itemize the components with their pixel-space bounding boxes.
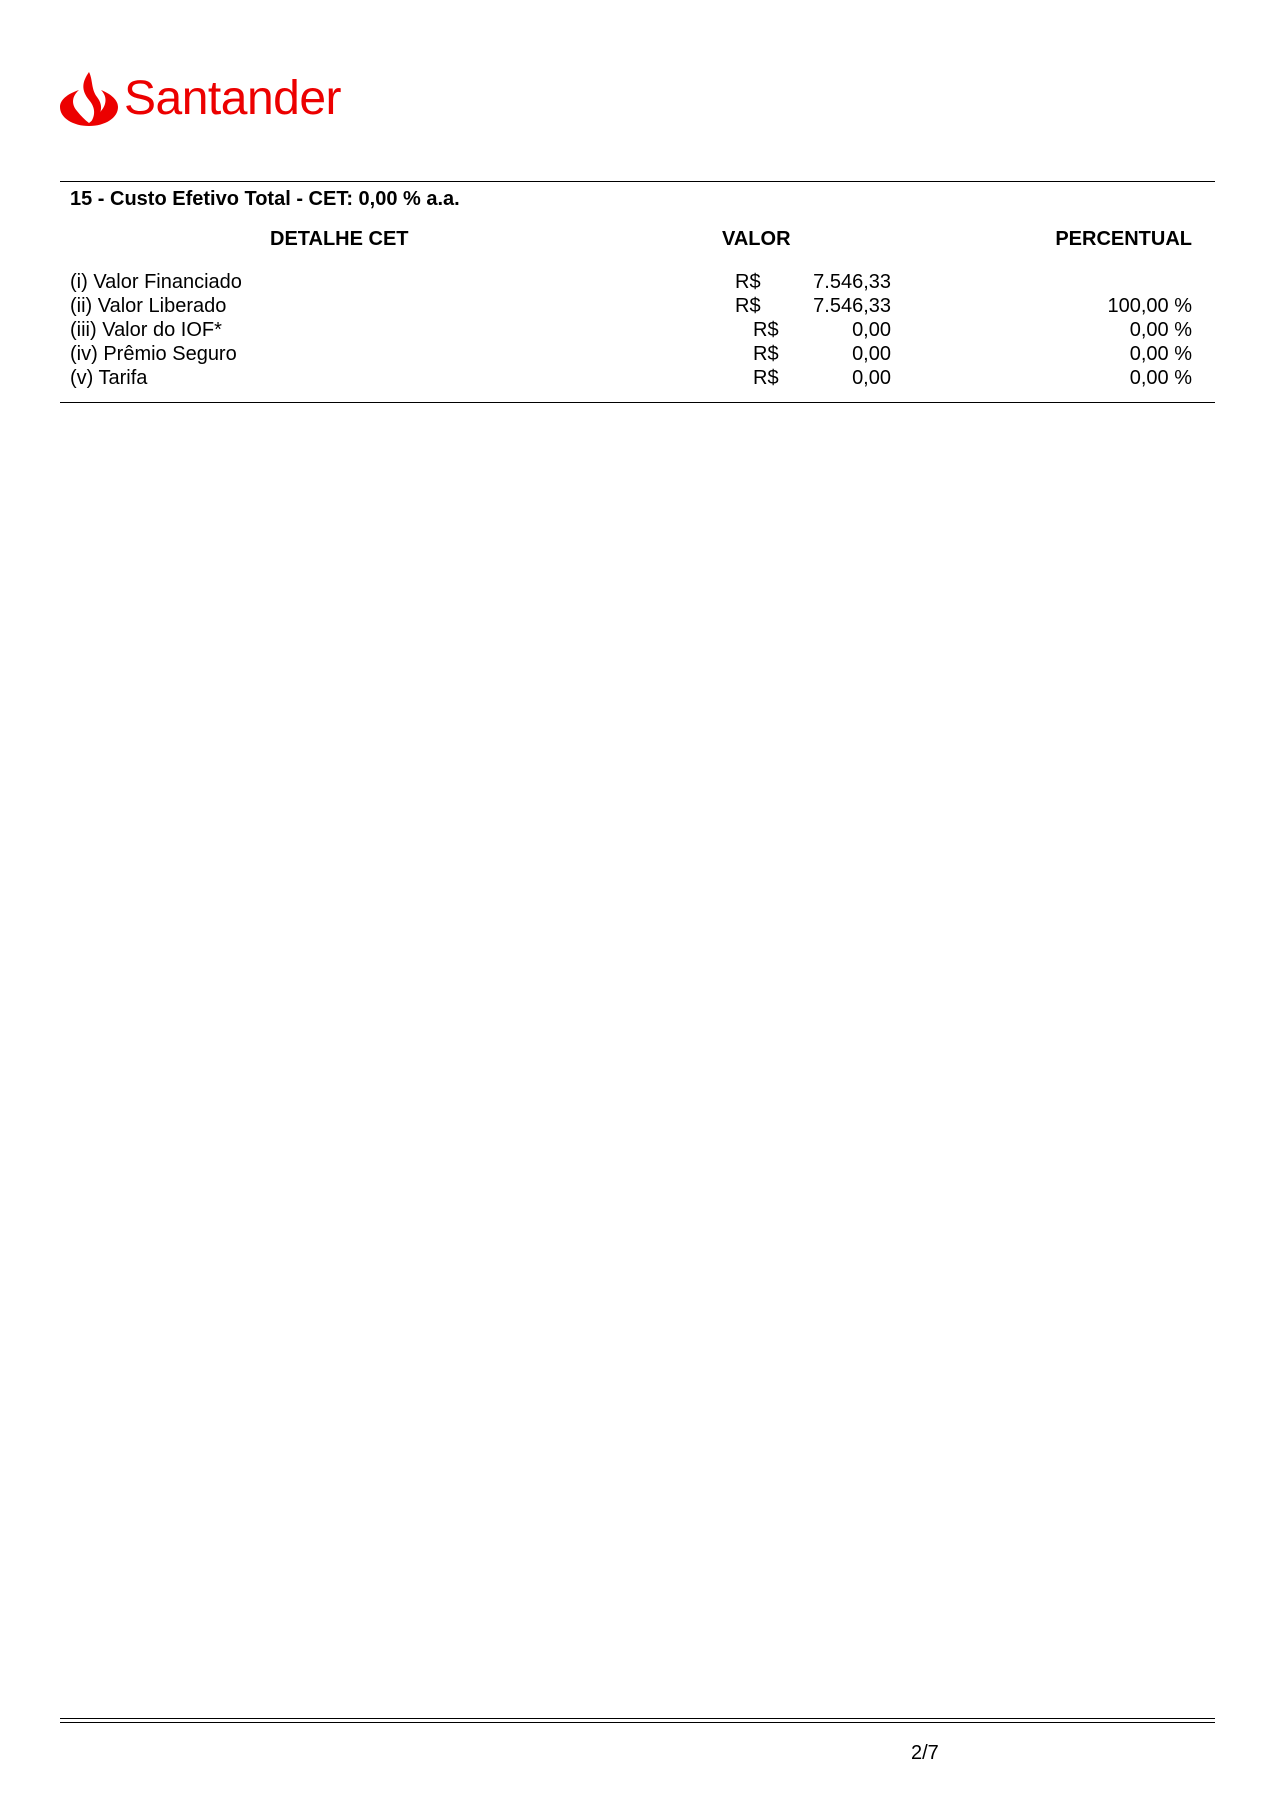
row-value: 0,00 — [852, 367, 891, 389]
footer-divider-top — [60, 1718, 1215, 1719]
table-bottom-divider — [60, 402, 1215, 403]
santander-flame-icon — [60, 70, 118, 128]
row-currency: R$ — [753, 343, 779, 365]
row-value: 7.546,33 — [813, 271, 891, 293]
header-value: VALOR — [722, 228, 791, 250]
brand-name: Santander — [124, 72, 342, 125]
santander-logo — [60, 68, 341, 130]
header-percent: PERCENTUAL — [1055, 228, 1192, 250]
row-currency: R$ — [735, 271, 761, 293]
table-row — [0, 342, 1271, 366]
table-row — [0, 318, 1271, 342]
row-percent: 0,00 % — [1129, 319, 1192, 341]
table-row — [0, 366, 1271, 390]
row-label: (iii) Valor do IOF* — [70, 319, 222, 341]
table-row — [0, 270, 1271, 294]
row-percent: 100,00 % — [1107, 295, 1192, 317]
table-row — [0, 294, 1271, 318]
row-currency: R$ — [753, 319, 779, 341]
row-label: (i) Valor Financiado — [70, 271, 242, 293]
row-label: (ii) Valor Liberado — [70, 295, 227, 317]
row-value: 7.546,33 — [813, 295, 891, 317]
page-number: 2/7 — [911, 1742, 939, 1764]
row-currency: R$ — [753, 367, 779, 389]
row-value: 0,00 — [852, 343, 891, 365]
section-title: 15 - Custo Efetivo Total - CET: 0,00 % a.a. — [70, 188, 460, 210]
row-currency: R$ — [735, 295, 761, 317]
row-value: 0,00 — [852, 319, 891, 341]
row-percent: 0,00 % — [1129, 343, 1192, 365]
top-divider — [60, 181, 1215, 182]
footer-divider-bottom — [60, 1722, 1215, 1723]
header-detail: DETALHE CET — [270, 228, 409, 250]
row-percent: 0,00 % — [1129, 367, 1192, 389]
row-label: (iv) Prêmio Seguro — [70, 343, 237, 365]
row-label: (v) Tarifa — [70, 367, 148, 389]
